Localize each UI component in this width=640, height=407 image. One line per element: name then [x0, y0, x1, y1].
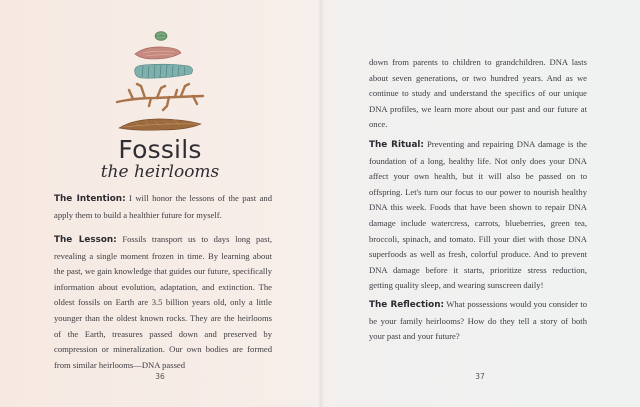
right-page [320, 0, 640, 407]
intention-text: I will honor the lessons of the past and apply them to build a healthier future for myself. [54, 193, 272, 220]
reflection-label: The Reflection: [369, 300, 445, 310]
page-number-left: 36 [155, 372, 165, 381]
page-number-right: 37 [475, 372, 485, 381]
ritual-paragraph [369, 137, 587, 294]
chapter-subtitle: the heirlooms [100, 162, 220, 182]
fossils-illustration [105, 26, 215, 136]
reflection-paragraph [369, 297, 587, 345]
lesson-text: Fossils transport us to days long past, revealing a single moment frozen in time. By learning about the past, we gain knowledge that guides our future, specifically information about evolution, adaptation, and extinction. The oldest fossils on Earth are 3.5 billion years old, only a little younger than the oldest known rocks. They are the heirlooms of the Earth, treasures passed down and preserved by compression or mineralization. Our own bodies are formed from similar heirlooms—DNA passed [54, 234, 272, 370]
ritual-text: Preventing and repairing DNA damage is the foundation of a long, healthy life. Not only does your DNA affect your own health, but it will also be passed on to offspring. Let's turn our focus to our power to nourish healthy DNA this week. Foods that have been shown to repair DNA damage include watercress, carrots, blueberries, green tea, broccoli, spinach, and tomato. Fill your diet with those DNA superfoods as well as fresh, colorful produce. And to prevent DNA damage before it starts, prioritize stress reduction, getting quality sleep, and wearing sunscreen daily! [369, 139, 587, 291]
ritual-label: The Ritual: [369, 140, 424, 150]
green-fossil-icon [155, 32, 167, 41]
striped-fossil-icon [135, 64, 193, 78]
continued-text: down from parents to children to grandchildren. DNA lasts about seven generations, or two hundred years. And as we continue to study and understand the specifics of our unique DNA profiles, we learn more about our past and our future at once. [369, 57, 587, 130]
pink-shell-icon [135, 47, 181, 59]
intention-label: The Intention: [54, 194, 126, 204]
lesson-paragraph [54, 232, 272, 373]
continued-paragraph [369, 55, 587, 133]
lesson-label: The Lesson: [54, 235, 117, 245]
reflection-text: What possessions would you consider to be your family heirlooms? How do they tell a story of both your past and your future? [369, 299, 587, 342]
chapter-title: Fossils [118, 135, 202, 164]
coral-icon [117, 84, 203, 110]
intention-paragraph [54, 191, 272, 223]
